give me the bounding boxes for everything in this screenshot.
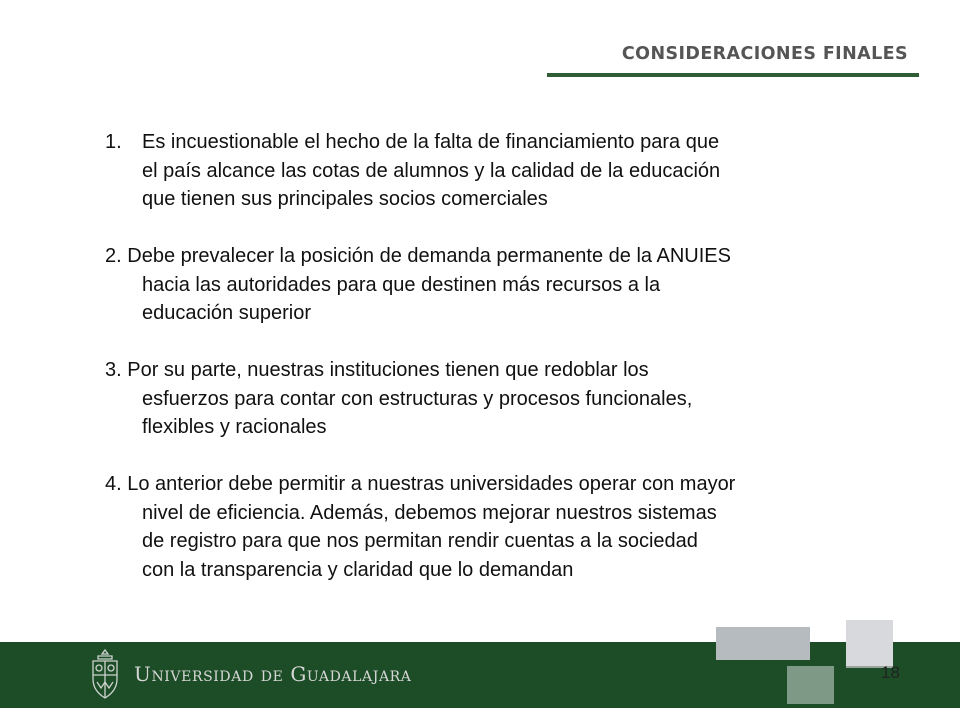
item-number: 3. <box>105 359 122 381</box>
item-lead-text: Lo anterior debe permitir a nuestras universidades operar con mayor <box>127 473 736 495</box>
item-number: 1. <box>105 131 122 153</box>
footer-bottom-strip <box>0 708 960 720</box>
item-continuation-line: el país alcance las cotas de alumnos y la calidad de la educación <box>142 159 721 182</box>
list-item <box>105 356 895 442</box>
item-continuation-line: educación superior <box>142 302 311 324</box>
item-continuation-line: nivel de eficiencia. Además, debemos mejorar nuestros sistemas <box>142 501 717 524</box>
university-name: Universidad de Guadalajara <box>134 662 412 686</box>
decor-square <box>846 620 893 666</box>
item-continuation-line: de registro para que nos permitan rendir cuentas a la sociedad <box>142 530 698 552</box>
decor-square <box>716 627 810 660</box>
item-continuation-line: esfuerzos para contar con estructuras y procesos funcionales, <box>142 387 693 410</box>
slide-body <box>105 128 895 613</box>
slide-title: CONSIDERACIONES FINALES <box>621 44 908 64</box>
item-continuation-line: hacia las autoridades para que destinen más recursos a la <box>142 273 661 296</box>
item-number: 2. <box>105 245 122 267</box>
university-crest-icon <box>86 648 124 702</box>
item-continuation-line: que tienen sus principales socios comerciales <box>142 188 548 210</box>
item-lead-text: Por su parte, nuestras instituciones tienen que redoblar los <box>127 359 649 381</box>
item-lead-text: Es incuestionable el hecho de la falta de financiamiento para que <box>142 131 720 153</box>
page-number: 18 <box>881 663 900 682</box>
list-item <box>105 470 895 584</box>
list-item <box>105 128 895 214</box>
item-continuation-line: con la transparencia y claridad que lo demandan <box>142 558 574 581</box>
title-underline <box>547 73 919 77</box>
item-continuation-line: flexibles y racionales <box>142 416 327 438</box>
item-number: 4. <box>105 473 122 495</box>
item-lead-text: Debe prevalecer la posición de demanda permanente de la ANUIES <box>127 245 731 267</box>
list-item <box>105 242 895 328</box>
decor-square <box>787 666 834 704</box>
